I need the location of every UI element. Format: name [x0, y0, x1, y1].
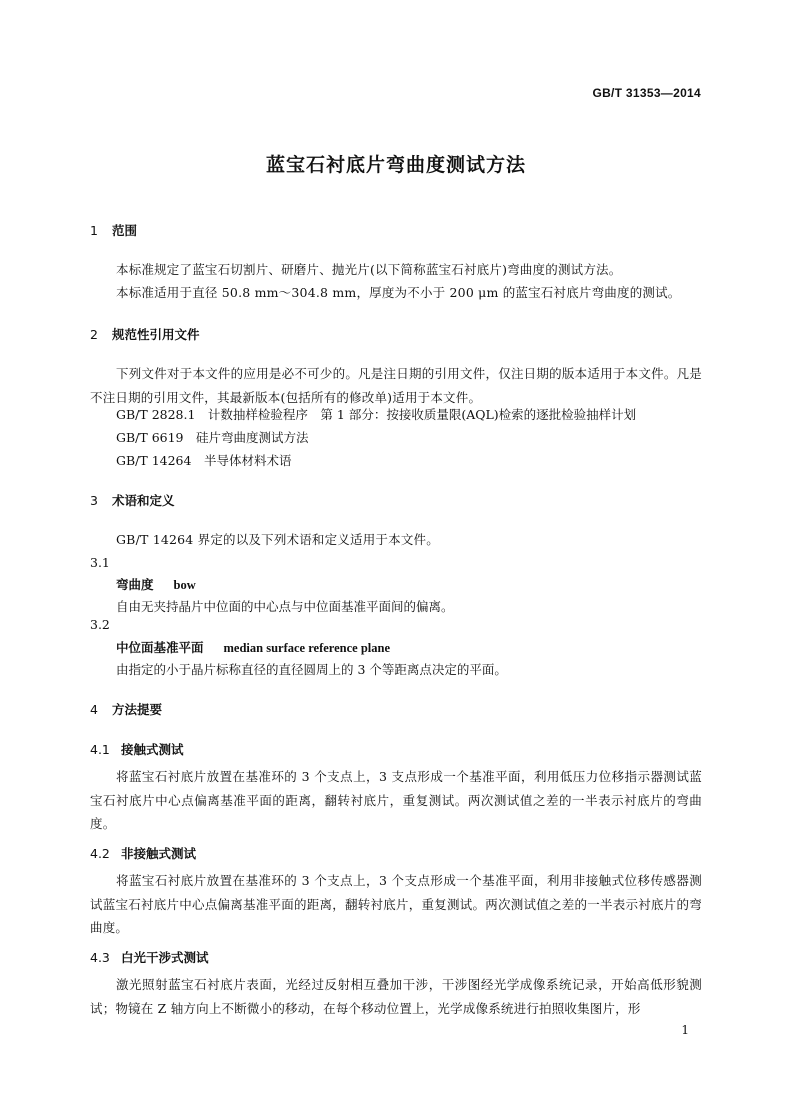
section-title: 规范性引用文件: [112, 327, 200, 342]
reference-item: GB/T 2828.1 计数抽样检验程序 第 1 部分：按接收质量限(AQL)检索的逐批检验抽样计划: [116, 407, 637, 422]
standard-number: GB/T 31353—2014: [592, 86, 701, 100]
scope-paragraph-2: 本标准适用于直径 50.8 mm～304.8 mm，厚度为不小于 200 μm 的蓝宝石衬底片弯曲度的测试。: [116, 285, 681, 300]
subsection-title: 接触式测试: [121, 742, 184, 757]
contact-method-paragraph: 将蓝宝石衬底片放置在基准环的 3 个支点上，3 支点形成一个基准平面，利用低压力位移指示器测试蓝宝石衬底片中心点偏离基准平面的距离，翻转衬底片，重复测试。两次测试值之差的一半表示衬底片的弯曲度。: [90, 769, 702, 831]
term-chinese: 弯曲度: [116, 577, 154, 592]
subsection-number: 4.2: [90, 846, 110, 861]
subsection-title: 非接触式测试: [121, 846, 197, 861]
scope-paragraph-1: 本标准规定了蓝宝石切割片、研磨片、抛光片(以下简称蓝宝石衬底片)弯曲度的测试方法。: [116, 262, 622, 277]
terms-paragraph: GB/T 14264 界定的以及下列术语和定义适用于本文件。: [116, 532, 439, 547]
term-definition: 自由无夹持晶片中位面的中心点与中位面基准平面间的偏离。: [116, 599, 454, 614]
term-english: median surface reference plane: [223, 641, 391, 655]
term-definition: 由指定的小于晶片标称直径的直径圆周上的 3 个等距离点决定的平面。: [116, 662, 507, 677]
reference-item: GB/T 14264 半导体材料术语: [116, 453, 292, 468]
section-title: 术语和定义: [112, 493, 175, 508]
non-contact-method-paragraph: 将蓝宝石衬底片放置在基准环的 3 个支点上，3 个支点形成一个基准平面，利用非接触式位移传感器测试蓝宝石衬底片中心点偏离基准平面的距离，翻转衬底片，重复测试。两次测试值之差的一半表示衬底片的弯曲度。: [90, 873, 702, 935]
document-title: 蓝宝石衬底片弯曲度测试方法: [265, 154, 526, 176]
white-light-method-paragraph: 激光照射蓝宝石衬底片表面，光经过反射相互叠加干涉，干涉图经光学成像系统记录，开始高低形貌测试；物镜在 Z 轴方向上不断微小的移动，在每个移动位置上，光学成像系统进行拍照收集图片，形: [90, 977, 702, 1016]
reference-item: GB/T 6619 硅片弯曲度测试方法: [116, 430, 309, 445]
subsection-4-2-heading: [90, 844, 196, 862]
section-number: 3: [90, 493, 98, 508]
section-number: 4: [90, 702, 98, 717]
subsection-4-1-heading: [90, 740, 184, 758]
section-3-heading: [90, 491, 175, 509]
section-number: 1: [90, 223, 98, 238]
term-clause-number: 3.2: [90, 617, 110, 632]
section-title: 方法提要: [112, 702, 163, 717]
subsection-4-3-heading: [90, 948, 209, 966]
term-english: bow: [173, 578, 196, 592]
section-4-heading: [90, 700, 162, 718]
section-title: 范围: [112, 223, 138, 238]
subsection-number: 4.3: [90, 950, 110, 965]
normative-references-paragraph: 下列文件对于本文件的应用是必不可少的。凡是注日期的引用文件，仅注日期的版本适用于本文件。凡是不注日期的引用文件，其最新版本(包括所有的修改单)适用于本文件。: [90, 366, 702, 405]
section-number: 2: [90, 327, 98, 342]
section-1-heading: [90, 221, 137, 239]
term-entry: [116, 638, 390, 656]
term-entry: [116, 575, 196, 593]
term-clause-number: 3.1: [90, 555, 110, 570]
subsection-number: 4.1: [90, 742, 110, 757]
subsection-title: 白光干涉式测试: [121, 950, 209, 965]
term-chinese: 中位面基准平面: [116, 640, 204, 655]
section-2-heading: [90, 325, 200, 343]
page-number: 1: [681, 1023, 689, 1037]
